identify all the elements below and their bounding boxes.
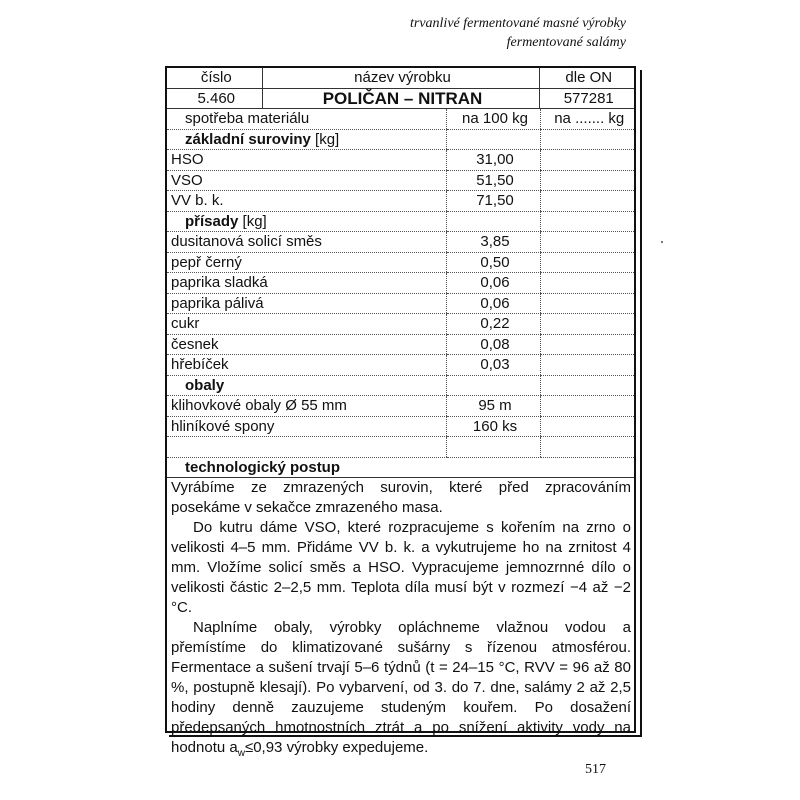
product-standard: 577281	[539, 88, 634, 109]
running-header	[410, 14, 626, 52]
materials-label: spotřeba materiálu	[167, 109, 446, 129]
table-row	[167, 150, 634, 171]
ingredient-name: VSO	[167, 170, 446, 191]
procedure-paragraph-3-text: Naplníme obaly, výrobky opláchneme vlažnou vodou a přemístíme do klimatizované sušárny s řízenou atmosférou. Fermentace a sušení trvají 5–6 týdnů (t = 24–15 °C, RVV = 96 až 80 %, postupně klesají). Po vybarvení, od 3. do 7. dne, salámy 2 až 2,5 hodiny denně zauzujeme studeným kouřem. Po dosažení předepsaných hmotnostních ztrát a po snížení aktivity vody na hodnotu a	[171, 619, 631, 756]
table-row	[167, 334, 634, 355]
ingredient-amount: 31,00	[446, 150, 540, 171]
ingredient-amount: 0,22	[446, 314, 540, 335]
ingredient-amount: 0,08	[446, 334, 540, 355]
procedure-title: technologický postup	[167, 457, 446, 478]
ingredient-name: cukr	[167, 314, 446, 335]
table-row	[167, 293, 634, 314]
base-title: základní suroviny	[185, 130, 311, 148]
ingredient-name: paprika pálivá	[167, 293, 446, 314]
ingredient-amount: 0,50	[446, 252, 540, 273]
table-row	[167, 396, 634, 417]
table-row	[167, 437, 634, 458]
frame-shadow-right	[640, 70, 642, 737]
section-row	[167, 129, 634, 150]
ingredient-name: paprika sladká	[167, 273, 446, 294]
header-line-2: fermentované salámy	[506, 35, 626, 50]
procedure-paragraph-1: Vyrábíme ze zmrazených surovin, které před zpracováním posekáme v sekačce zmrazeného masa.	[171, 479, 631, 516]
ingredient-amount: 71,50	[446, 191, 540, 212]
table-row	[167, 355, 634, 376]
table-row	[167, 170, 634, 191]
ingredient-amount: 0,03	[446, 355, 540, 376]
water-activity-subscript: w	[237, 748, 245, 759]
page-number: 517	[585, 762, 606, 777]
additives-section-title	[167, 211, 446, 232]
table-row	[167, 273, 634, 294]
ingredient-amount: 160 ks	[446, 416, 540, 437]
recipe-card	[165, 66, 636, 759]
ingredient-name: klihovkové obaly Ø 55 mm	[167, 396, 446, 417]
ingredient-amount: 95 m	[446, 396, 540, 417]
ingredient-name: HSO	[167, 150, 446, 171]
table-row	[167, 252, 634, 273]
table-row	[167, 232, 634, 253]
custom-amount-header: na ....... kg	[540, 109, 634, 129]
procedure-paragraph-2: Do kutru dáme VSO, které rozpracujeme s kořením na zrno o velikosti 4–5 mm. Přidáme VV b. k. a vykutrujeme ho na zrnitost 4 mm. Vložíme solicí směs a HSO. Vypracujeme jemnozrnné dílo o velikosti částic 2–2,5 mm. Teplota díla musí být v rozmezí −4 až −2 °C.	[171, 519, 631, 616]
casings-section-title: obaly	[167, 375, 446, 396]
ingredient-name: hliníkové spony	[167, 416, 446, 437]
per-100kg-header: na 100 kg	[446, 109, 540, 129]
col-standard-header: dle ON	[539, 68, 634, 88]
ingredient-name: VV b. k.	[167, 191, 446, 212]
product-name: POLIČAN – NITRAN	[262, 88, 539, 109]
ingredient-name: dusitanová solicí směs	[167, 232, 446, 253]
section-row	[167, 211, 634, 232]
ingredient-name: pepř černý	[167, 252, 446, 273]
base-unit: [kg]	[315, 130, 340, 148]
table-row	[167, 191, 634, 212]
section-row	[167, 457, 634, 478]
stray-mark	[661, 241, 663, 243]
materials-table	[167, 109, 634, 478]
procedure-paragraph-3-end: ≤0,93 výrobky expedujeme.	[244, 739, 429, 756]
ingredient-name: česnek	[167, 334, 446, 355]
procedure-paragraph-3	[171, 618, 631, 764]
base-section-title	[167, 129, 446, 150]
ingredient-amount: 0,06	[446, 273, 540, 294]
ingredient-amount: 3,85	[446, 232, 540, 253]
col-name-header: název výrobku	[262, 68, 539, 88]
col-number-header: číslo	[167, 68, 262, 88]
table-row	[167, 314, 634, 335]
section-row	[167, 375, 634, 396]
ingredient-name: hřebíček	[167, 355, 446, 376]
product-header-table	[167, 68, 634, 109]
procedure-text	[167, 478, 634, 764]
ingredient-amount: 0,06	[446, 293, 540, 314]
product-number: 5.460	[167, 88, 262, 109]
materials-header-row	[167, 109, 634, 129]
header-line-1: trvanlivé fermentované masné výrobky	[409, 16, 626, 31]
additives-unit: [kg]	[242, 212, 267, 230]
ingredient-amount: 51,50	[446, 170, 540, 191]
additives-title: přísady	[185, 212, 239, 230]
table-row	[167, 416, 634, 437]
